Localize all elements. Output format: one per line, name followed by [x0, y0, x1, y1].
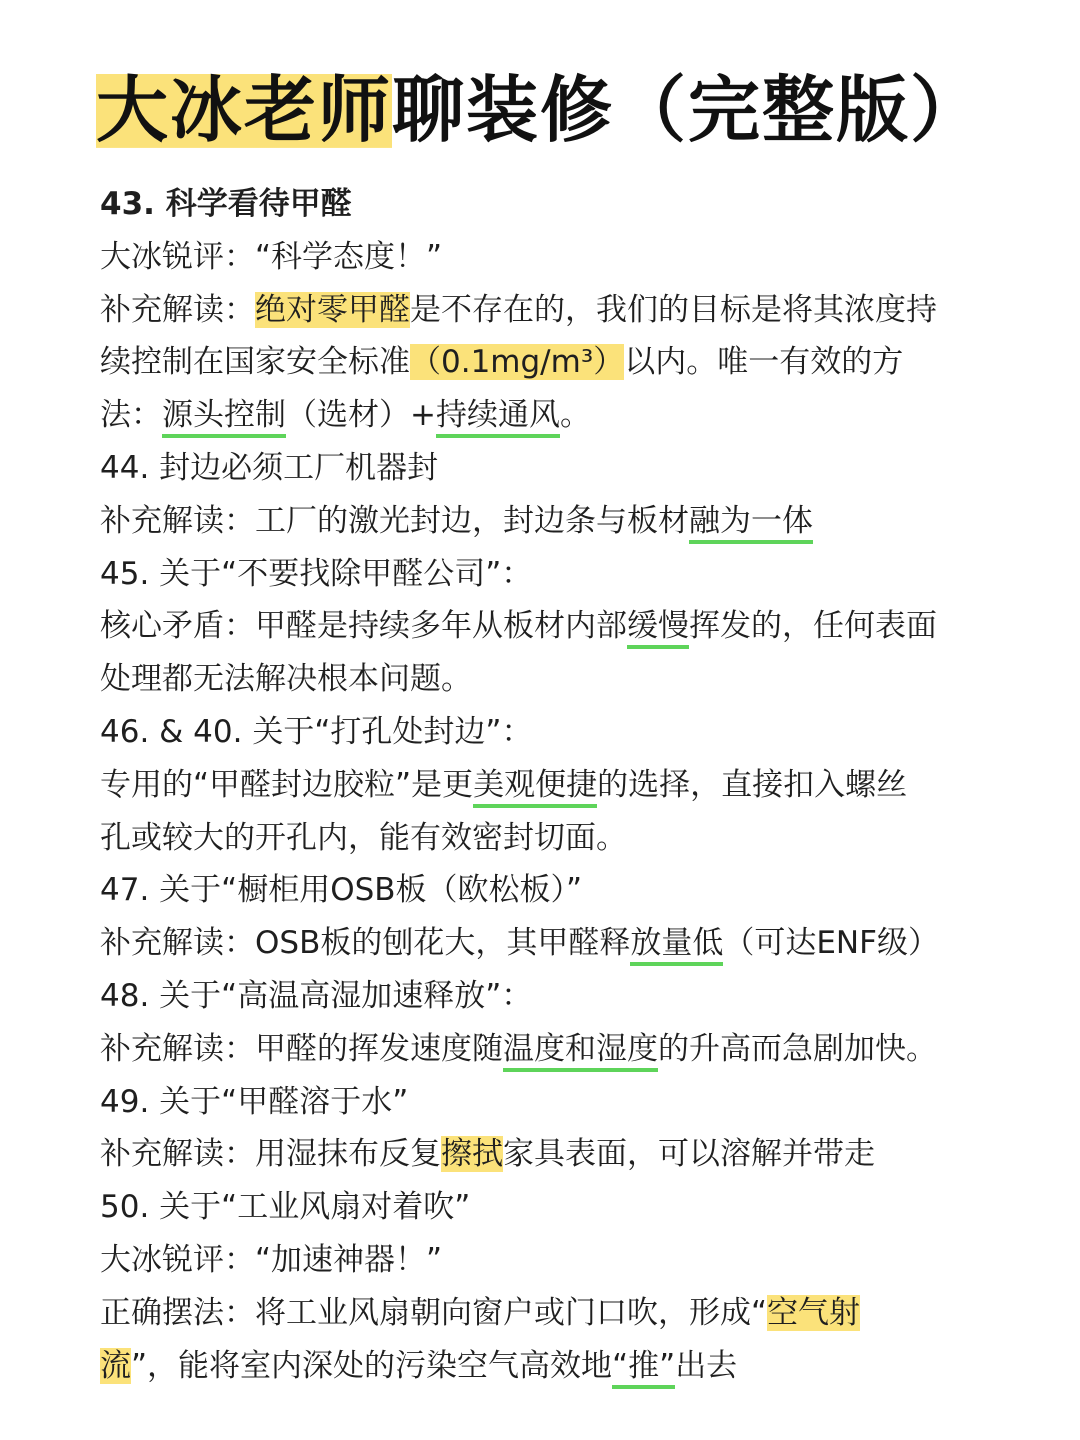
text-line	[100, 1181, 1000, 1234]
text-segment: 46. & 40. 关于“打孔处封边”：	[100, 713, 533, 750]
text-segment: （选材）+	[286, 397, 436, 434]
text-line	[100, 1340, 1000, 1393]
text-segment: 以内。唯一有效的方	[624, 344, 904, 381]
underlined-text: 放量低	[630, 925, 723, 966]
text-segment: 家具表面，可以溶解并带走	[503, 1136, 875, 1173]
text-line	[100, 284, 1000, 337]
text-segment: 47. 关于“橱柜用OSB板（欧松板）”	[100, 872, 583, 909]
text-line	[100, 917, 1000, 970]
highlighted-text: 流	[100, 1347, 131, 1384]
text-segment: 处理都无法解决根本问题。	[100, 661, 472, 698]
text-segment: 补充解读：用湿抹布反复	[100, 1136, 441, 1173]
underlined-text: 温度和湿度	[503, 1031, 658, 1072]
text-line	[100, 1234, 1000, 1287]
underlined-text: 持续通风	[436, 397, 560, 438]
text-segment: 正确摆法：将工业风扇朝向窗户或门口吹，形成“	[100, 1294, 768, 1331]
text-line	[100, 442, 1000, 495]
text-line	[100, 653, 1000, 706]
text-line	[100, 1023, 1000, 1076]
text-segment: 法：	[100, 397, 162, 434]
text-segment: 补充解读：OSB板的刨花大，其甲醛释	[100, 925, 631, 962]
text-segment: 49. 关于“甲醛溶于水”	[100, 1083, 409, 1120]
text-line	[100, 178, 1000, 231]
text-segment: 续控制在国家安全标准	[100, 344, 410, 381]
text-segment: 挥发的，任何表面	[689, 608, 937, 645]
text-segment: 大冰锐评：“加速神器！”	[100, 1241, 443, 1278]
text-line	[100, 970, 1000, 1023]
text-line	[100, 389, 1000, 442]
text-line	[100, 231, 1000, 284]
text-segment: 核心矛盾：甲醛是持续多年从板材内部	[100, 608, 627, 645]
text-segment: 。	[559, 397, 591, 434]
text-line	[100, 759, 1000, 812]
text-segment: （可达ENF级）	[723, 925, 939, 962]
text-line	[100, 600, 1000, 653]
text-line	[100, 336, 1000, 389]
highlighted-text: 空气射	[767, 1294, 861, 1331]
text-segment: 孔或较大的开孔内，能有效密封切面。	[100, 819, 627, 856]
underlined-text: 源头控制	[162, 397, 286, 438]
text-segment: 出去	[675, 1347, 738, 1384]
text-segment: 44. 封边必须工厂机器封	[100, 449, 439, 486]
text-line	[100, 548, 1000, 601]
text-line	[100, 706, 1000, 759]
text-segment: 的选择，直接扣入螺丝	[597, 766, 908, 803]
text-segment: 是不存在的，我们的目标是将其浓度持	[410, 291, 937, 328]
text-segment: 的升高而急剧加快。	[658, 1030, 937, 1067]
text-segment: ”，能将室内深处的污染空气高效地	[131, 1347, 613, 1384]
text-segment: 45. 关于“不要找除甲醛公司”：	[100, 555, 533, 592]
highlighted-text: 绝对零甲醛	[255, 291, 410, 328]
text-segment: 48. 关于“高温高湿加速释放”：	[100, 977, 533, 1014]
text-line	[100, 1076, 1000, 1129]
text-segment: 43. 科学看待甲醛	[100, 186, 352, 222]
text-segment: 50. 关于“工业风扇对着吹”	[100, 1189, 471, 1226]
text-line	[100, 495, 1000, 548]
text-line	[100, 864, 1000, 917]
text-segment: 补充解读：	[100, 291, 255, 328]
text-segment: 补充解读：甲醛的挥发速度随	[100, 1030, 503, 1067]
text-line	[100, 812, 1000, 865]
page-title	[90, 62, 990, 158]
title-wrap	[0, 62, 1080, 158]
text-segment: 专用的“甲醛封边胶粒”是更	[100, 766, 474, 803]
underlined-text: “推”	[612, 1348, 675, 1389]
content-body	[100, 178, 1000, 1392]
text-segment: 大冰锐评：“科学态度！”	[100, 238, 443, 275]
highlighted-text: 擦拭	[441, 1136, 503, 1173]
title-rest: 聊装修（完整版）	[392, 68, 985, 152]
underlined-text: 美观便捷	[473, 767, 597, 808]
text-line	[100, 1287, 1000, 1340]
highlighted-text: （0.1mg/m³）	[410, 344, 625, 381]
underlined-text: 融为一体	[689, 503, 813, 544]
text-line	[100, 1128, 1000, 1181]
text-segment: 补充解读：工厂的激光封边，封边条与板材	[100, 502, 689, 539]
title-highlighted: 大冰老师	[95, 68, 392, 152]
underlined-text: 缓慢	[627, 608, 689, 649]
